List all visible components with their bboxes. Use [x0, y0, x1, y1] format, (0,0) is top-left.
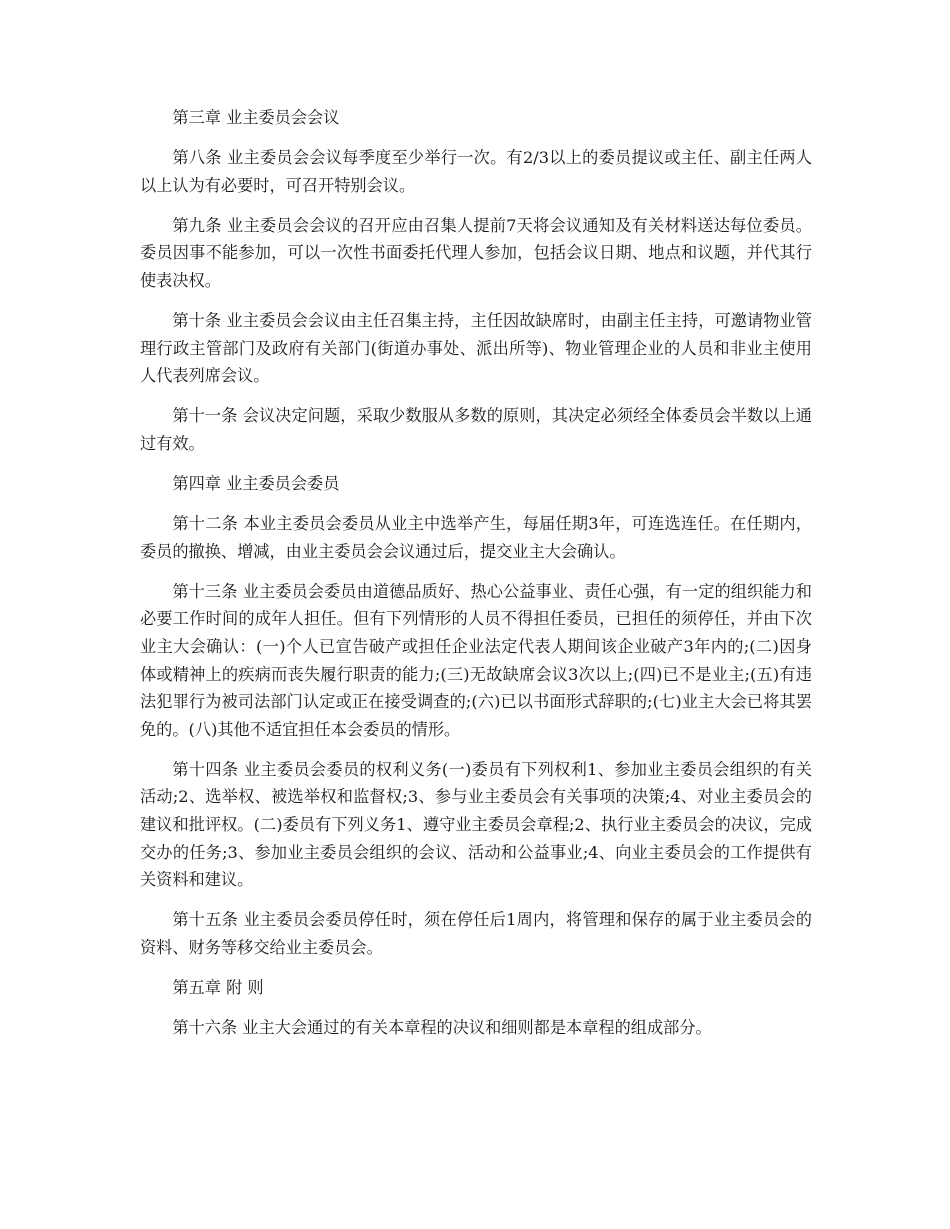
article-12: 第十二条 本业主委员会委员从业主中选举产生，每届任期3年，可连选连任。在任期内，委员的撤换、增减，由业主委员会会议通过后，提交业主大会确认。 — [140, 514, 812, 561]
document-body — [140, 104, 812, 1054]
chapter-heading-4: 第四章 业主委员会委员 — [172, 474, 340, 494]
article-9: 第九条 业主委员会会议的召开应由召集人提前7天将会议通知及有关材料送达每位委员。委员因事不能参加，可以一次性书面委托代理人参加，包括会议日期、地点和议题，并代其行使表决权。 — [140, 215, 812, 290]
chapter-heading-5: 第五章 附 则 — [172, 978, 264, 998]
article-15: 第十五条 业主委员会委员停任时，须在停任后1周内，将管理和保存的属于业主委员会的资料、财务等移交给业主委员会。 — [140, 910, 812, 957]
article-10: 第十条 业主委员会会议由主任召集主持，主任因故缺席时，由副主任主持，可邀请物业管理行政主管部门及政府有关部门(街道办事处、派出所等)、物业管理企业的人员和非业主使用人代表列席会议。 — [140, 311, 812, 386]
article-11: 第十一条 会议决定问题，采取少数服从多数的原则，其决定必须经全体委员会半数以上通过有效。 — [140, 406, 812, 453]
article-8: 第八条 业主委员会会议每季度至少举行一次。有2/3以上的委员提议或主任、副主任两人以上认为有必要时，可召开特别会议。 — [140, 148, 812, 195]
article-13: 第十三条 业主委员会委员由道德品质好、热心公益事业、责任心强，有一定的组织能力和必要工作时间的成年人担任。但有下列情形的人员不得担任委员，已担任的须停任，并由下次业主大会确认：(一)个人已宣告破产或担任企业法定代表人期间该企业破产3年内的;(二)因身体或精神上的疾病而丧失履行职责的能力;(三)无故缺席会议3次以上;(四)已不是业主;(五)有违法犯罪行为被司法部门认定或正在接受调查的;(六)已以书面形式辞职的;(七)业主大会已将其罢免的。(八)其他不适宜担任本会委员的情形。 — [140, 581, 812, 739]
article-14: 第十四条 业主委员会委员的权利义务(一)委员有下列权利1、参加业主委员会组织的有关活动;2、选举权、被选举权和监督权;3、参与业主委员会有关事项的决策;4、对业主委员会的建议和批评权。(二)委员有下列义务1、遵守业主委员会章程;2、执行业主委员会的决议，完成交办的任务;3、参加业主委员会组织的会议、活动和公益事业;4、向业主委员会的工作提供有关资料和建议。 — [140, 759, 812, 890]
chapter-heading-3: 第三章 业主委员会会议 — [172, 108, 340, 127]
article-16: 第十六条 业主大会通过的有关本章程的决议和细则都是本章程的组成部分。 — [172, 1018, 712, 1038]
